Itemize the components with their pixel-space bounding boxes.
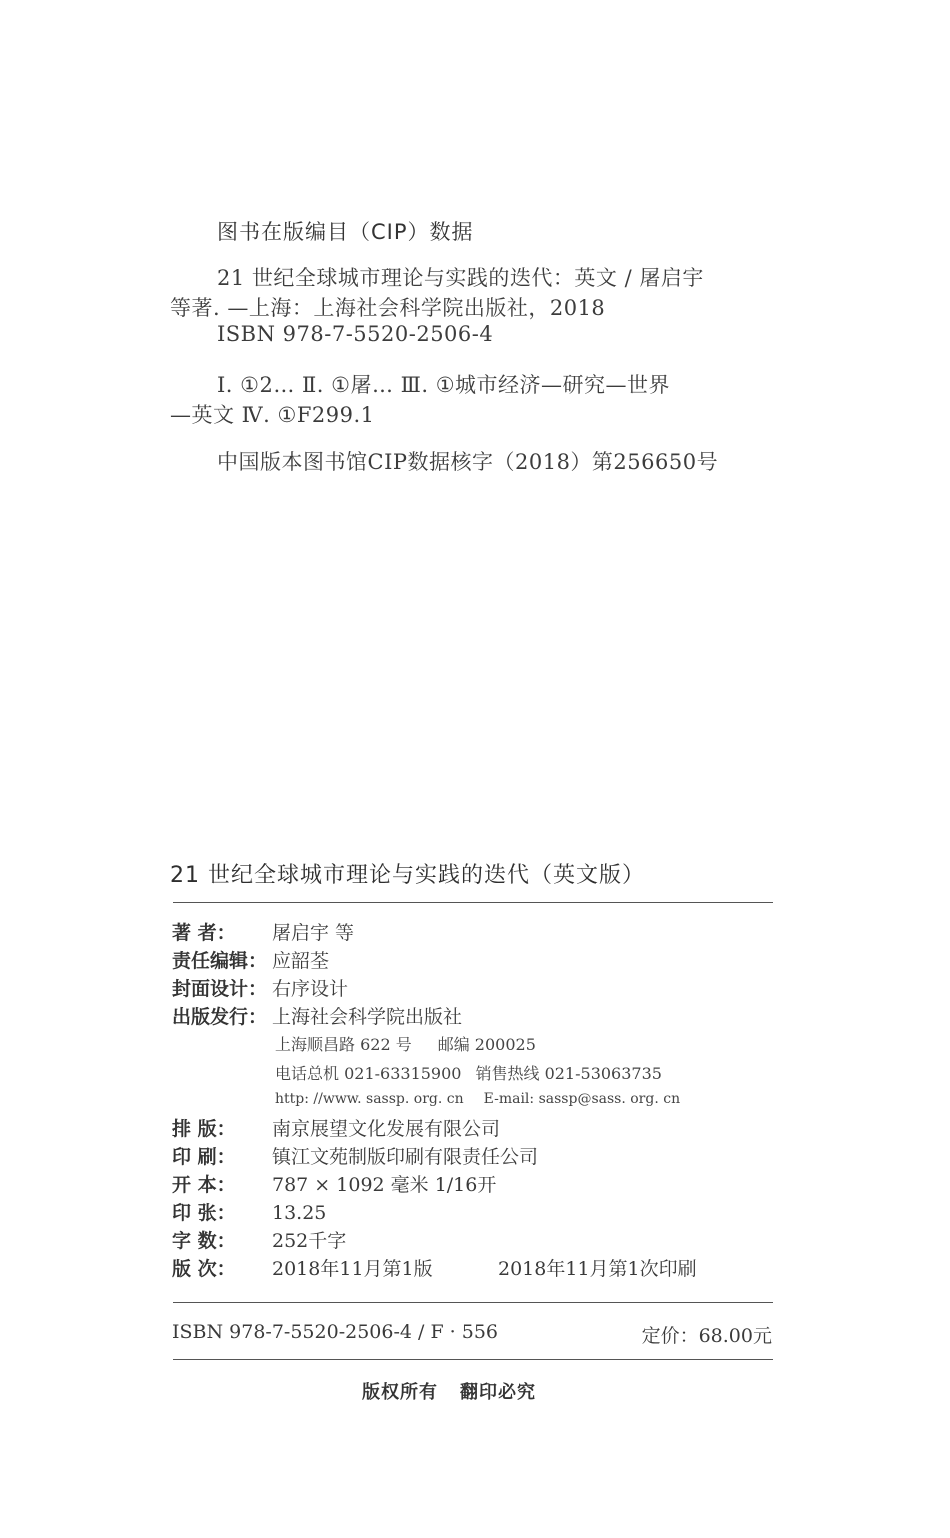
publisher-label: 出版发行：	[172, 1006, 268, 1028]
edition-value: 2018年11月第1版	[272, 1258, 433, 1280]
typeset-value: 南京展望文化发展有限公司	[272, 1118, 501, 1140]
word-count-value: 252千字	[272, 1230, 347, 1252]
publisher-sales-phone: 销售热线 021-53063735	[475, 1064, 662, 1083]
all-rights-reserved: 版权所有	[362, 1382, 438, 1403]
editor-value: 应韶荃	[272, 950, 330, 972]
price: 定价：68.00元	[641, 1325, 772, 1347]
publisher-phone-line	[275, 1061, 662, 1084]
cip-line-1: 21 世纪全球城市理论与实践的迭代：英文 / 屠启宇	[217, 266, 704, 290]
publisher-email: E-mail: sassp@sass. org. cn	[483, 1091, 681, 1107]
author-label: 著 者：	[172, 922, 236, 944]
printer-row	[172, 1142, 538, 1169]
publisher-address: 上海顺昌路 622 号	[275, 1035, 412, 1054]
cip-isbn: ISBN 978-7-5520-2506-4	[217, 322, 494, 346]
format-label: 开 本：	[172, 1174, 236, 1196]
book-title: 21 世纪全球城市理论与实践的迭代（英文版）	[170, 863, 645, 888]
typeset-row	[172, 1114, 500, 1141]
author-value: 屠启宇 等	[272, 922, 355, 944]
publisher-web-line	[275, 1091, 680, 1107]
divider-middle	[173, 1302, 773, 1303]
edition-row	[172, 1254, 697, 1281]
cip-line-2: 等著. —上海：上海社会科学院出版社，2018	[170, 296, 606, 320]
cip-classification-2: —英文 Ⅳ. ①F299.1	[170, 403, 375, 427]
isbn-footer: ISBN 978-7-5520-2506-4 / F · 556	[172, 1321, 499, 1343]
sheets-row	[172, 1198, 326, 1225]
editor-row	[172, 946, 329, 973]
publisher-website: http: //www. sassp. org. cn	[275, 1091, 464, 1107]
publisher-address-line	[275, 1032, 536, 1055]
cover-design-value: 右序设计	[272, 978, 349, 1000]
printer-label: 印 刷：	[172, 1146, 236, 1168]
format-row	[172, 1170, 496, 1197]
publisher-value: 上海社会科学院出版社	[272, 1006, 463, 1028]
word-count-row	[172, 1226, 346, 1253]
impression-value: 2018年11月第1次印刷	[498, 1258, 697, 1280]
edition-label: 版 次：	[172, 1258, 236, 1280]
cover-design-row	[172, 974, 348, 1001]
cip-verification-number: 中国版本图书馆CIP数据核字（2018）第256650号	[217, 450, 719, 474]
cip-classification-1: Ⅰ. ①2… Ⅱ. ①屠… Ⅲ. ①城市经济—研究—世界	[217, 373, 671, 397]
sheets-label: 印 张：	[172, 1202, 236, 1224]
no-reproduction: 翻印必究	[460, 1382, 536, 1403]
publisher-row	[172, 1002, 462, 1029]
editor-label: 责任编辑：	[172, 950, 268, 972]
author-row	[172, 918, 354, 945]
format-value: 787 × 1092 毫米 1/16开	[272, 1174, 497, 1196]
divider-top	[173, 902, 773, 903]
publisher-postcode: 邮编 200025	[437, 1035, 536, 1054]
divider-bottom	[173, 1359, 773, 1360]
word-count-label: 字 数：	[172, 1230, 236, 1252]
copyright-notice	[362, 1378, 536, 1404]
sheets-value: 13.25	[272, 1202, 327, 1224]
cip-title: 图书在版编目（CIP）数据	[217, 220, 474, 244]
cover-design-label: 封面设计：	[172, 978, 268, 1000]
printer-value: 镇江文苑制版印刷有限责任公司	[272, 1146, 539, 1168]
publisher-phone: 电话总机 021-63315900	[275, 1064, 462, 1083]
typeset-label: 排 版：	[172, 1118, 236, 1140]
